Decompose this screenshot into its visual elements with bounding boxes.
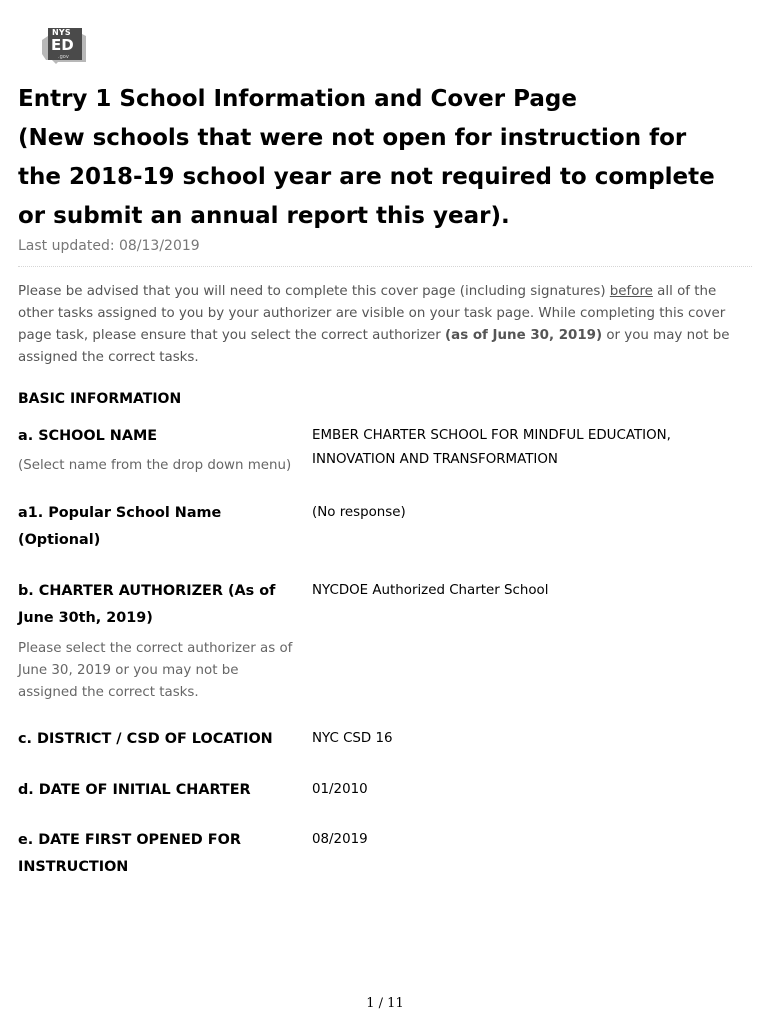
charter-authorizer-label-line-2: June 30th, 2019) bbox=[18, 610, 153, 626]
popular-name-label bbox=[18, 500, 312, 554]
notice-text-2: all of the other tasks assigned to you by your authorizer are visible on your task page. While completing this cover page task, please ensure that you select the correct authorizer bbox=[18, 284, 726, 343]
document-content bbox=[18, 80, 752, 881]
school-name-value-line-1: EMBER CHARTER SCHOOL FOR MINDFUL EDUCATION, bbox=[312, 428, 671, 443]
initial-charter-value: 01/2010 bbox=[312, 782, 368, 797]
field-row-initial-charter bbox=[18, 777, 752, 804]
charter-authorizer-label-line-1: b. CHARTER AUTHORIZER (As of bbox=[18, 583, 276, 599]
school-name-help: (Select name from the drop down menu) bbox=[18, 458, 292, 473]
page-title-line-2: (New schools that were not open for instruction for bbox=[18, 125, 687, 151]
popular-name-label-line-2: (Optional) bbox=[18, 532, 101, 548]
field-row-first-opened bbox=[18, 827, 752, 881]
popular-name-label-line-1: a1. Popular School Name bbox=[18, 505, 222, 521]
charter-authorizer-help bbox=[18, 638, 312, 704]
school-name-label: a. SCHOOL NAME bbox=[18, 428, 158, 444]
first-opened-label bbox=[18, 827, 312, 881]
page-number: 1 / 11 bbox=[366, 996, 404, 1011]
field-row-school-name bbox=[18, 423, 752, 477]
page-title-line-3: the 2018-19 school year are not required to complete bbox=[18, 164, 715, 190]
notice-underlined-before: before bbox=[609, 284, 653, 299]
page-title-line-1: Entry 1 School Information and Cover Page bbox=[18, 86, 577, 112]
district-label: c. DISTRICT / CSD OF LOCATION bbox=[18, 731, 273, 747]
nysed-logo bbox=[38, 26, 88, 66]
charter-authorizer-value: NYCDOE Authorized Charter School bbox=[312, 583, 549, 598]
notice-bold-date: (as of June 30, 2019) bbox=[445, 328, 603, 343]
first-opened-value: 08/2019 bbox=[312, 832, 368, 847]
last-updated-text: Last updated: 08/13/2019 bbox=[18, 238, 200, 254]
charter-authorizer-help-line-3: assigned the correct tasks. bbox=[18, 685, 199, 700]
district-value: NYC CSD 16 bbox=[312, 731, 393, 746]
charter-authorizer-help-line-2: June 30, 2019 or you may not be bbox=[18, 663, 239, 678]
page-title bbox=[18, 80, 752, 236]
charter-authorizer-label bbox=[18, 578, 312, 632]
first-opened-label-line-1: e. DATE FIRST OPENED FOR bbox=[18, 832, 241, 848]
logo-text-gov: .gov bbox=[58, 54, 69, 60]
advisory-notice bbox=[18, 281, 752, 369]
school-name-value-line-2: INNOVATION AND TRANSFORMATION bbox=[312, 452, 558, 467]
section-heading-basic-information: BASIC INFORMATION bbox=[18, 391, 182, 407]
page-title-line-4: or submit an annual report this year). bbox=[18, 203, 510, 229]
field-row-popular-name bbox=[18, 500, 752, 554]
initial-charter-label: d. DATE OF INITIAL CHARTER bbox=[18, 782, 251, 798]
charter-authorizer-help-line-1: Please select the correct authorizer as of bbox=[18, 641, 293, 656]
school-name-value bbox=[312, 423, 752, 472]
field-row-charter-authorizer bbox=[18, 578, 752, 704]
notice-text-1: Please be advised that you will need to complete this cover page (including signatures) bbox=[18, 284, 610, 299]
field-row-district bbox=[18, 726, 752, 753]
notice-text-3: or you may not be assigned the correct tasks. bbox=[18, 328, 730, 365]
popular-name-value: (No response) bbox=[312, 505, 406, 520]
logo-text-nys: NYS bbox=[52, 28, 71, 37]
first-opened-label-line-2: INSTRUCTION bbox=[18, 859, 129, 875]
logo-text-ed: ED bbox=[51, 36, 74, 54]
header-divider bbox=[18, 266, 752, 267]
